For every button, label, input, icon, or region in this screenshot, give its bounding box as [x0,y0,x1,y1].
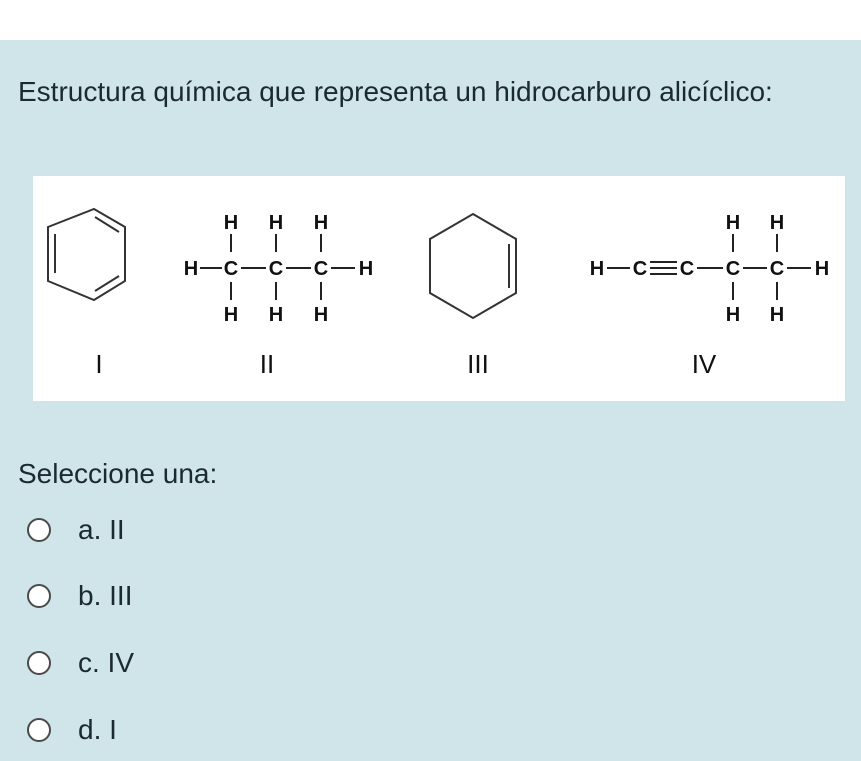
ii-h-top-2: H [268,212,284,234]
structure-iii-cyclohexene [430,214,516,318]
question-panel [0,40,861,761]
ii-h-bottom-3: H [313,304,329,326]
ii-c-3: C [313,258,329,280]
ii-c-2: C [268,258,284,280]
iv-h-right: H [814,258,830,280]
structure-ii-propane [184,212,373,326]
radio-circle-icon[interactable] [27,518,51,542]
iv-h-top-1: H [725,212,741,234]
radio-circle-icon[interactable] [27,584,51,608]
iv-c-4: C [769,258,785,280]
structure-label-iv: IV [691,349,717,379]
iv-c-1: C [632,258,648,280]
structures-figure [33,176,845,401]
select-one-prompt: Seleccione una: [18,458,218,489]
radio-circle-icon[interactable] [27,651,51,675]
option-d[interactable] [27,710,327,750]
radio-circle-icon[interactable] [27,718,51,742]
ii-h-top-3: H [313,212,329,234]
structure-label-iii: III [467,349,489,379]
ii-h-right: H [358,258,374,280]
question-text: Estructura química que representa un hidrocarburo alicíclico: [18,76,773,107]
structures-svg [33,176,845,401]
option-c-label: c. IV [78,647,135,678]
ii-h-left: H [183,258,199,280]
structure-iv-butyne [590,212,829,326]
iv-c-3: C [725,258,741,280]
iv-h-bottom-2: H [769,304,785,326]
ii-c-1: C [223,258,239,280]
structure-label-ii: II [259,349,275,379]
option-a[interactable] [27,510,327,550]
option-b-label: b. III [78,580,133,611]
ii-h-top-1: H [223,212,239,234]
ii-h-bottom-1: H [223,304,239,326]
structure-i-benzene [48,209,125,300]
iv-h-bottom-1: H [725,304,741,326]
ii-h-bottom-2: H [268,304,284,326]
option-b[interactable] [27,576,327,616]
structure-label-i: I [95,349,103,379]
iv-c-2: C [679,258,695,280]
option-d-label: d. I [78,714,117,745]
iv-h-top-2: H [769,212,785,234]
option-c[interactable] [27,643,327,683]
option-a-label: a. II [78,514,125,545]
iv-h-left: H [589,258,605,280]
